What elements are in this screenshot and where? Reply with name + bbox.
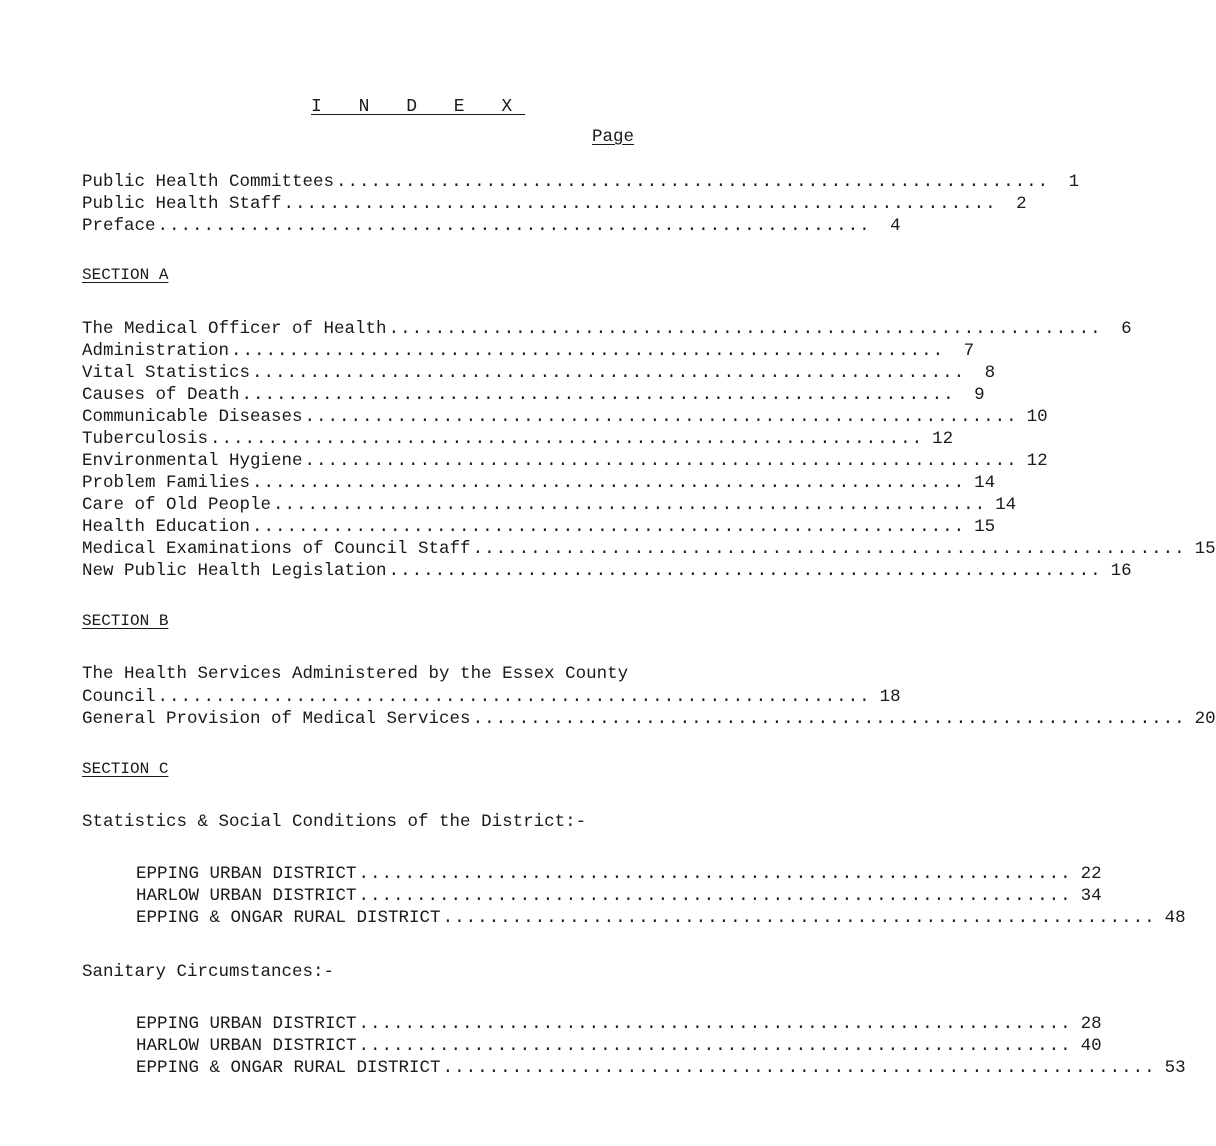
- page-column-label: Page: [592, 127, 635, 147]
- index-entry: Problem Families .............................................................. 14: [82, 473, 996, 493]
- index-entry: General Provision of Medical Services .............................................................. 20: [82, 709, 1216, 729]
- index-entry: Preface .............................................................. 4: [82, 216, 901, 236]
- index-entry: Public Health Committees .............................................................. 1: [82, 172, 1080, 192]
- index-entry: Vital Statistics .............................................................. 8: [82, 363, 996, 383]
- section-a-heading: SECTION A: [82, 266, 169, 284]
- index-entry: HARLOW URBAN DISTRICT .............................................................. 40: [136, 1036, 1102, 1056]
- index-entry: Administration .............................................................. 7: [82, 341, 975, 361]
- index-entry: Care of Old People .............................................................. 14: [82, 495, 1017, 515]
- sanitary-heading: Sanitary Circumstances:-: [82, 962, 335, 982]
- section-b-heading: SECTION B: [82, 612, 169, 630]
- index-entry: EPPING URBAN DISTRICT .............................................................. 28: [136, 1014, 1102, 1034]
- statistics-heading: Statistics & Social Conditions of the District:-: [82, 812, 587, 832]
- index-entry: Causes of Death .............................................................. 9: [82, 385, 985, 405]
- index-entry: Health Education .............................................................. 15: [82, 517, 996, 537]
- section-b-line: The Health Services Administered by the Essex County: [82, 664, 629, 684]
- index-entry: EPPING & ONGAR RURAL DISTRICT .............................................................. 48: [136, 908, 1186, 928]
- index-entry: Public Health Staff .............................................................. 2: [82, 194, 1027, 214]
- section-c-heading: SECTION C: [82, 760, 169, 778]
- index-entry: Tuberculosis .............................................................. 12: [82, 429, 954, 449]
- index-entry: Council .............................................................. 18: [82, 687, 901, 707]
- index-entry: HARLOW URBAN DISTRICT .............................................................. 34: [136, 886, 1102, 906]
- index-title: I N D E X: [311, 97, 526, 117]
- index-entry: Environmental Hygiene .............................................................. 12: [82, 451, 1048, 471]
- index-entry: EPPING URBAN DISTRICT .............................................................. 22: [136, 864, 1102, 884]
- index-entry: New Public Health Legislation .............................................................. 16: [82, 561, 1132, 581]
- index-entry: Medical Examinations of Council Staff .............................................................. 15: [82, 539, 1216, 559]
- index-entry: The Medical Officer of Health .............................................................. 6: [82, 319, 1132, 339]
- index-entry: EPPING & ONGAR RURAL DISTRICT .............................................................. 53: [136, 1058, 1186, 1078]
- index-entry: Communicable Diseases .............................................................. 10: [82, 407, 1048, 427]
